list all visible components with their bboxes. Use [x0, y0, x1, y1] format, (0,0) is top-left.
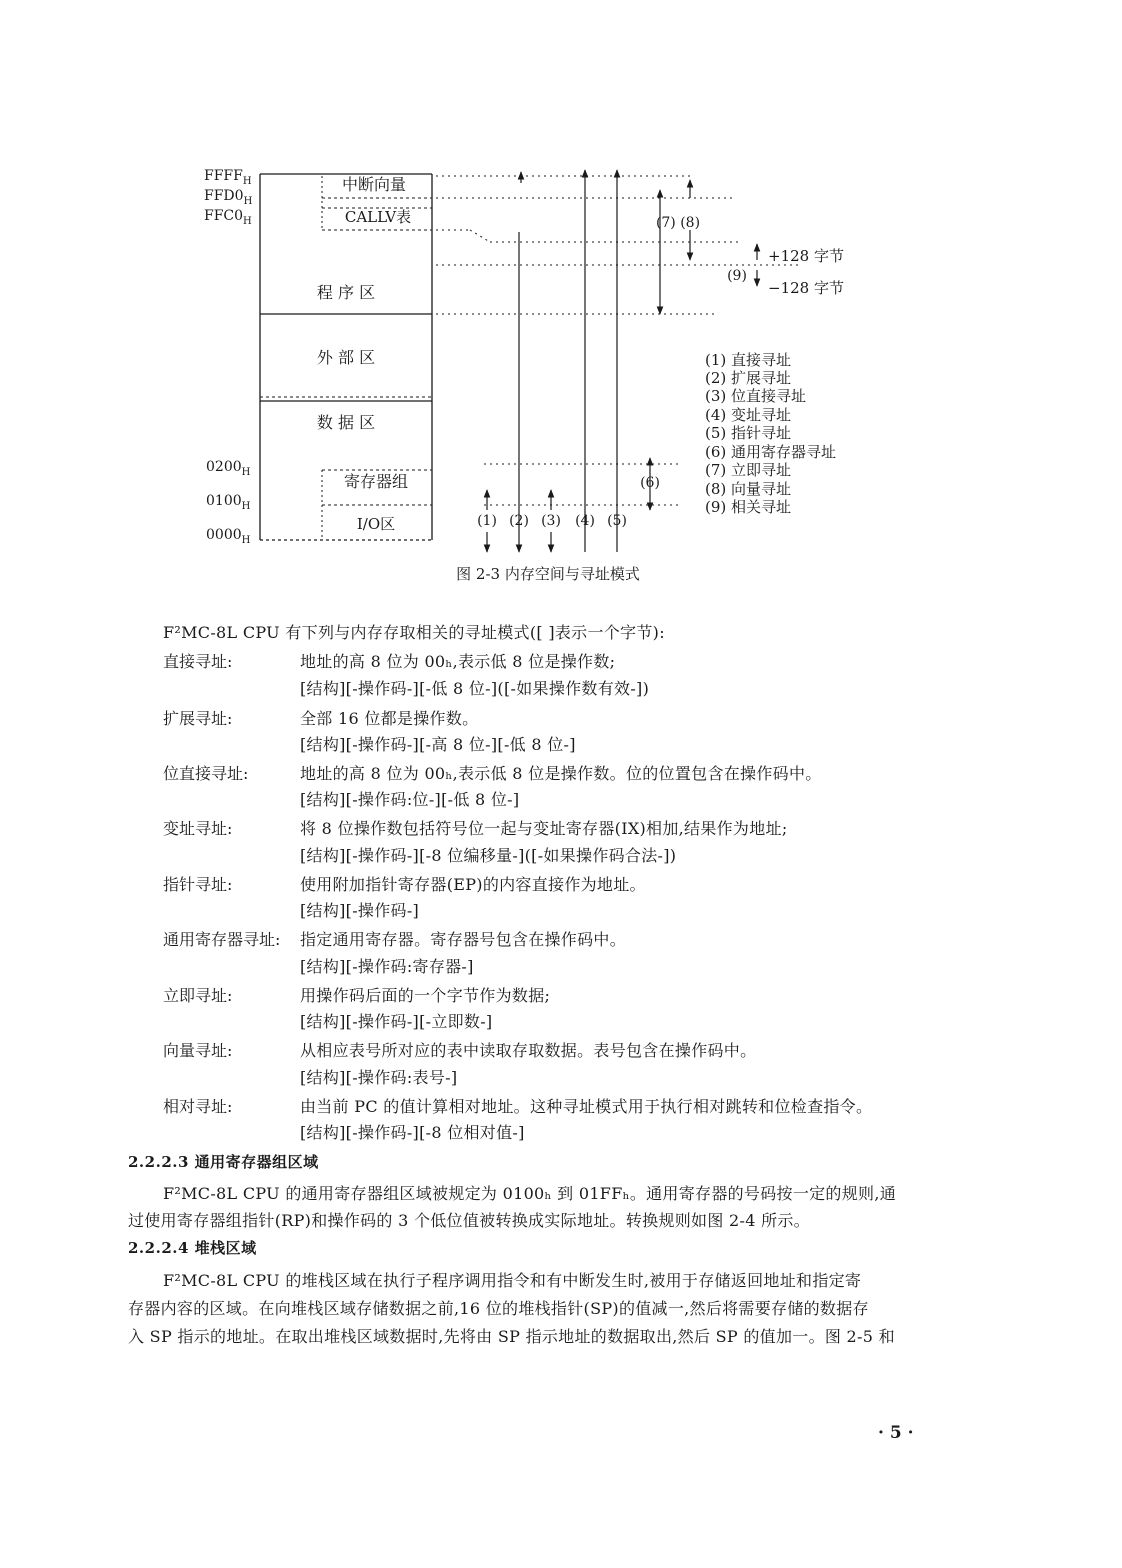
mode-structure: [结构][-操作码-][-立即数-] [300, 1012, 493, 1031]
legend-item: (6) 通用寄存器寻址 [705, 443, 837, 461]
relative-plus-label: +128 字节 [768, 247, 844, 265]
address-label-ffc0: $FFC0_H$ [204, 208, 252, 227]
mode-term: 相对寻址: [163, 1097, 233, 1116]
intro-paragraph: F²MC-8L CPU 有下列与内存存取相关的寻址模式([ ]表示一个字节): [163, 623, 665, 642]
figure-legend [705, 351, 836, 516]
mode-label-7-8: (7) (8) [655, 215, 701, 231]
mode-label-4: (4) [575, 513, 595, 529]
mode-structure: [结构][-操作码-][-高 8 位-][-低 8 位-] [300, 735, 576, 754]
mode-term: 直接寻址: [163, 652, 233, 671]
mode-description: 由当前 PC 的值计算相对地址。这种寻址模式用于执行相对跳转和位检查指令。 [300, 1097, 873, 1116]
mode-label-1: (1) [477, 513, 497, 529]
legend-item: (9) 相关寻址 [705, 498, 792, 516]
mode-structure: [结构][-操作码-][-8 位相对值-] [300, 1123, 525, 1142]
mode-structure: [结构][-操作码-][-低 8 位-]([-如果操作数有效-]) [300, 679, 650, 698]
address-label-0100: $0100_H$ [206, 493, 251, 512]
mode-label-2: (2) [509, 513, 529, 529]
mode-term: 向量寻址: [163, 1041, 233, 1060]
mode-term: 位直接寻址: [163, 764, 249, 783]
legend-item: (1) 直接寻址 [705, 351, 792, 369]
mode-description: 指定通用寄存器。寄存器号包含在操作码中。 [300, 930, 627, 949]
relative-range-labels [768, 247, 844, 297]
paragraph-line: 存器内容的区域。在向堆栈区域存储数据之前,16 位的堆栈指针(SP)的值减一,然后将需要存储的数据存 [128, 1299, 869, 1318]
mode-label-9: (9) [727, 268, 747, 284]
mode-description: 地址的高 8 位为 00ₕ,表示低 8 位是操作数; [300, 652, 616, 671]
mode-term: 通用寄存器寻址: [163, 930, 281, 949]
mode-label-3: (3) [541, 513, 561, 529]
address-label-0000: $0000_H$ [206, 527, 251, 546]
mode-structure: [结构][-操作码:表号-] [300, 1068, 458, 1087]
address-labels [204, 168, 253, 546]
mode-term: 指针寻址: [163, 875, 233, 894]
memory-map-figure [0, 0, 1122, 600]
paragraph-line: F²MC-8L CPU 的堆栈区域在执行子程序调用指令和有中断发生时,被用于存储返回地址和指定寄 [163, 1271, 862, 1290]
mode-description: 将 8 位操作数包括符号位一起与变址寄存器(IX)相加,结果作为地址; [300, 819, 788, 838]
figure-caption: 图 2-3 内存空间与寻址模式 [456, 565, 640, 583]
region-labels [317, 175, 411, 533]
mode-structure: [结构][-操作码-][-8 位编移量-]([-如果操作码合法-]) [300, 846, 677, 865]
region-program: 程 序 区 [316, 283, 376, 302]
mode-term: 变址寻址: [163, 819, 233, 838]
mode-description: 全部 16 位都是操作数。 [300, 709, 479, 728]
mode-structure: [结构][-操作码:位-][-低 8 位-] [300, 790, 520, 809]
legend-item: (5) 指针寻址 [705, 424, 792, 442]
mode-term: 扩展寻址: [163, 709, 233, 728]
mode-description: 地址的高 8 位为 00ₕ,表示低 8 位是操作数。位的位置包含在操作码中。 [300, 764, 822, 783]
region-interrupt-vector: 中断向量 [341, 175, 407, 194]
legend-item: (7) 立即寻址 [705, 461, 792, 479]
legend-item: (2) 扩展寻址 [705, 369, 792, 387]
region-callv-table: CALLV表 [344, 208, 412, 226]
paragraph-line: 入 SP 指示的地址。在取出堆栈区域数据时,先将由 SP 指示地址的数据取出,然后 SP 的值加一。图 2-5 和 [128, 1327, 895, 1346]
mode-label-6: (6) [640, 475, 660, 491]
paragraph-line: F²MC-8L CPU 的通用寄存器组区域被规定为 0100ₕ 到 01FFₕ。通用寄存器的号码按一定的规则,通 [163, 1184, 897, 1203]
mode-description: 用操作码后面的一个字节作为数据; [300, 986, 551, 1005]
region-external: 外 部 区 [316, 348, 376, 367]
section-heading-stack: 2.2.2.4 堆栈区域 [128, 1239, 257, 1257]
paragraph-line: 过使用寄存器组指针(RP)和操作码的 3 个低位值被转换成实际地址。转换规则如图 2-4 所示。 [128, 1211, 810, 1230]
page-number: · 5 · [878, 1423, 914, 1443]
region-register-bank: 寄存器组 [343, 472, 409, 491]
mode-description: 使用附加指针寄存器(EP)的内容直接作为地址。 [300, 875, 646, 894]
mode-structure: [结构][-操作码-] [300, 901, 420, 920]
legend-item: (8) 向量寻址 [705, 480, 792, 498]
mode-structure: [结构][-操作码:寄存器-] [300, 957, 474, 976]
section-heading-register-bank: 2.2.2.3 通用寄存器组区域 [128, 1153, 319, 1171]
mode-term: 立即寻址: [163, 986, 233, 1005]
legend-item: (3) 位直接寻址 [705, 387, 807, 405]
mode-description: 从相应表号所对应的表中读取存取数据。表号包含在操作码中。 [300, 1041, 757, 1060]
region-io: I/O区 [356, 515, 396, 533]
address-label-ffd0: $FFD0_H$ [204, 188, 253, 207]
relative-minus-label: −128 字节 [768, 279, 844, 297]
mode-label-5: (5) [607, 513, 627, 529]
address-label-ffff: $FFFF_H$ [204, 168, 252, 187]
address-label-0200: $0200_H$ [206, 459, 251, 478]
region-data: 数 据 区 [316, 413, 376, 432]
legend-item: (4) 变址寻址 [705, 406, 792, 424]
